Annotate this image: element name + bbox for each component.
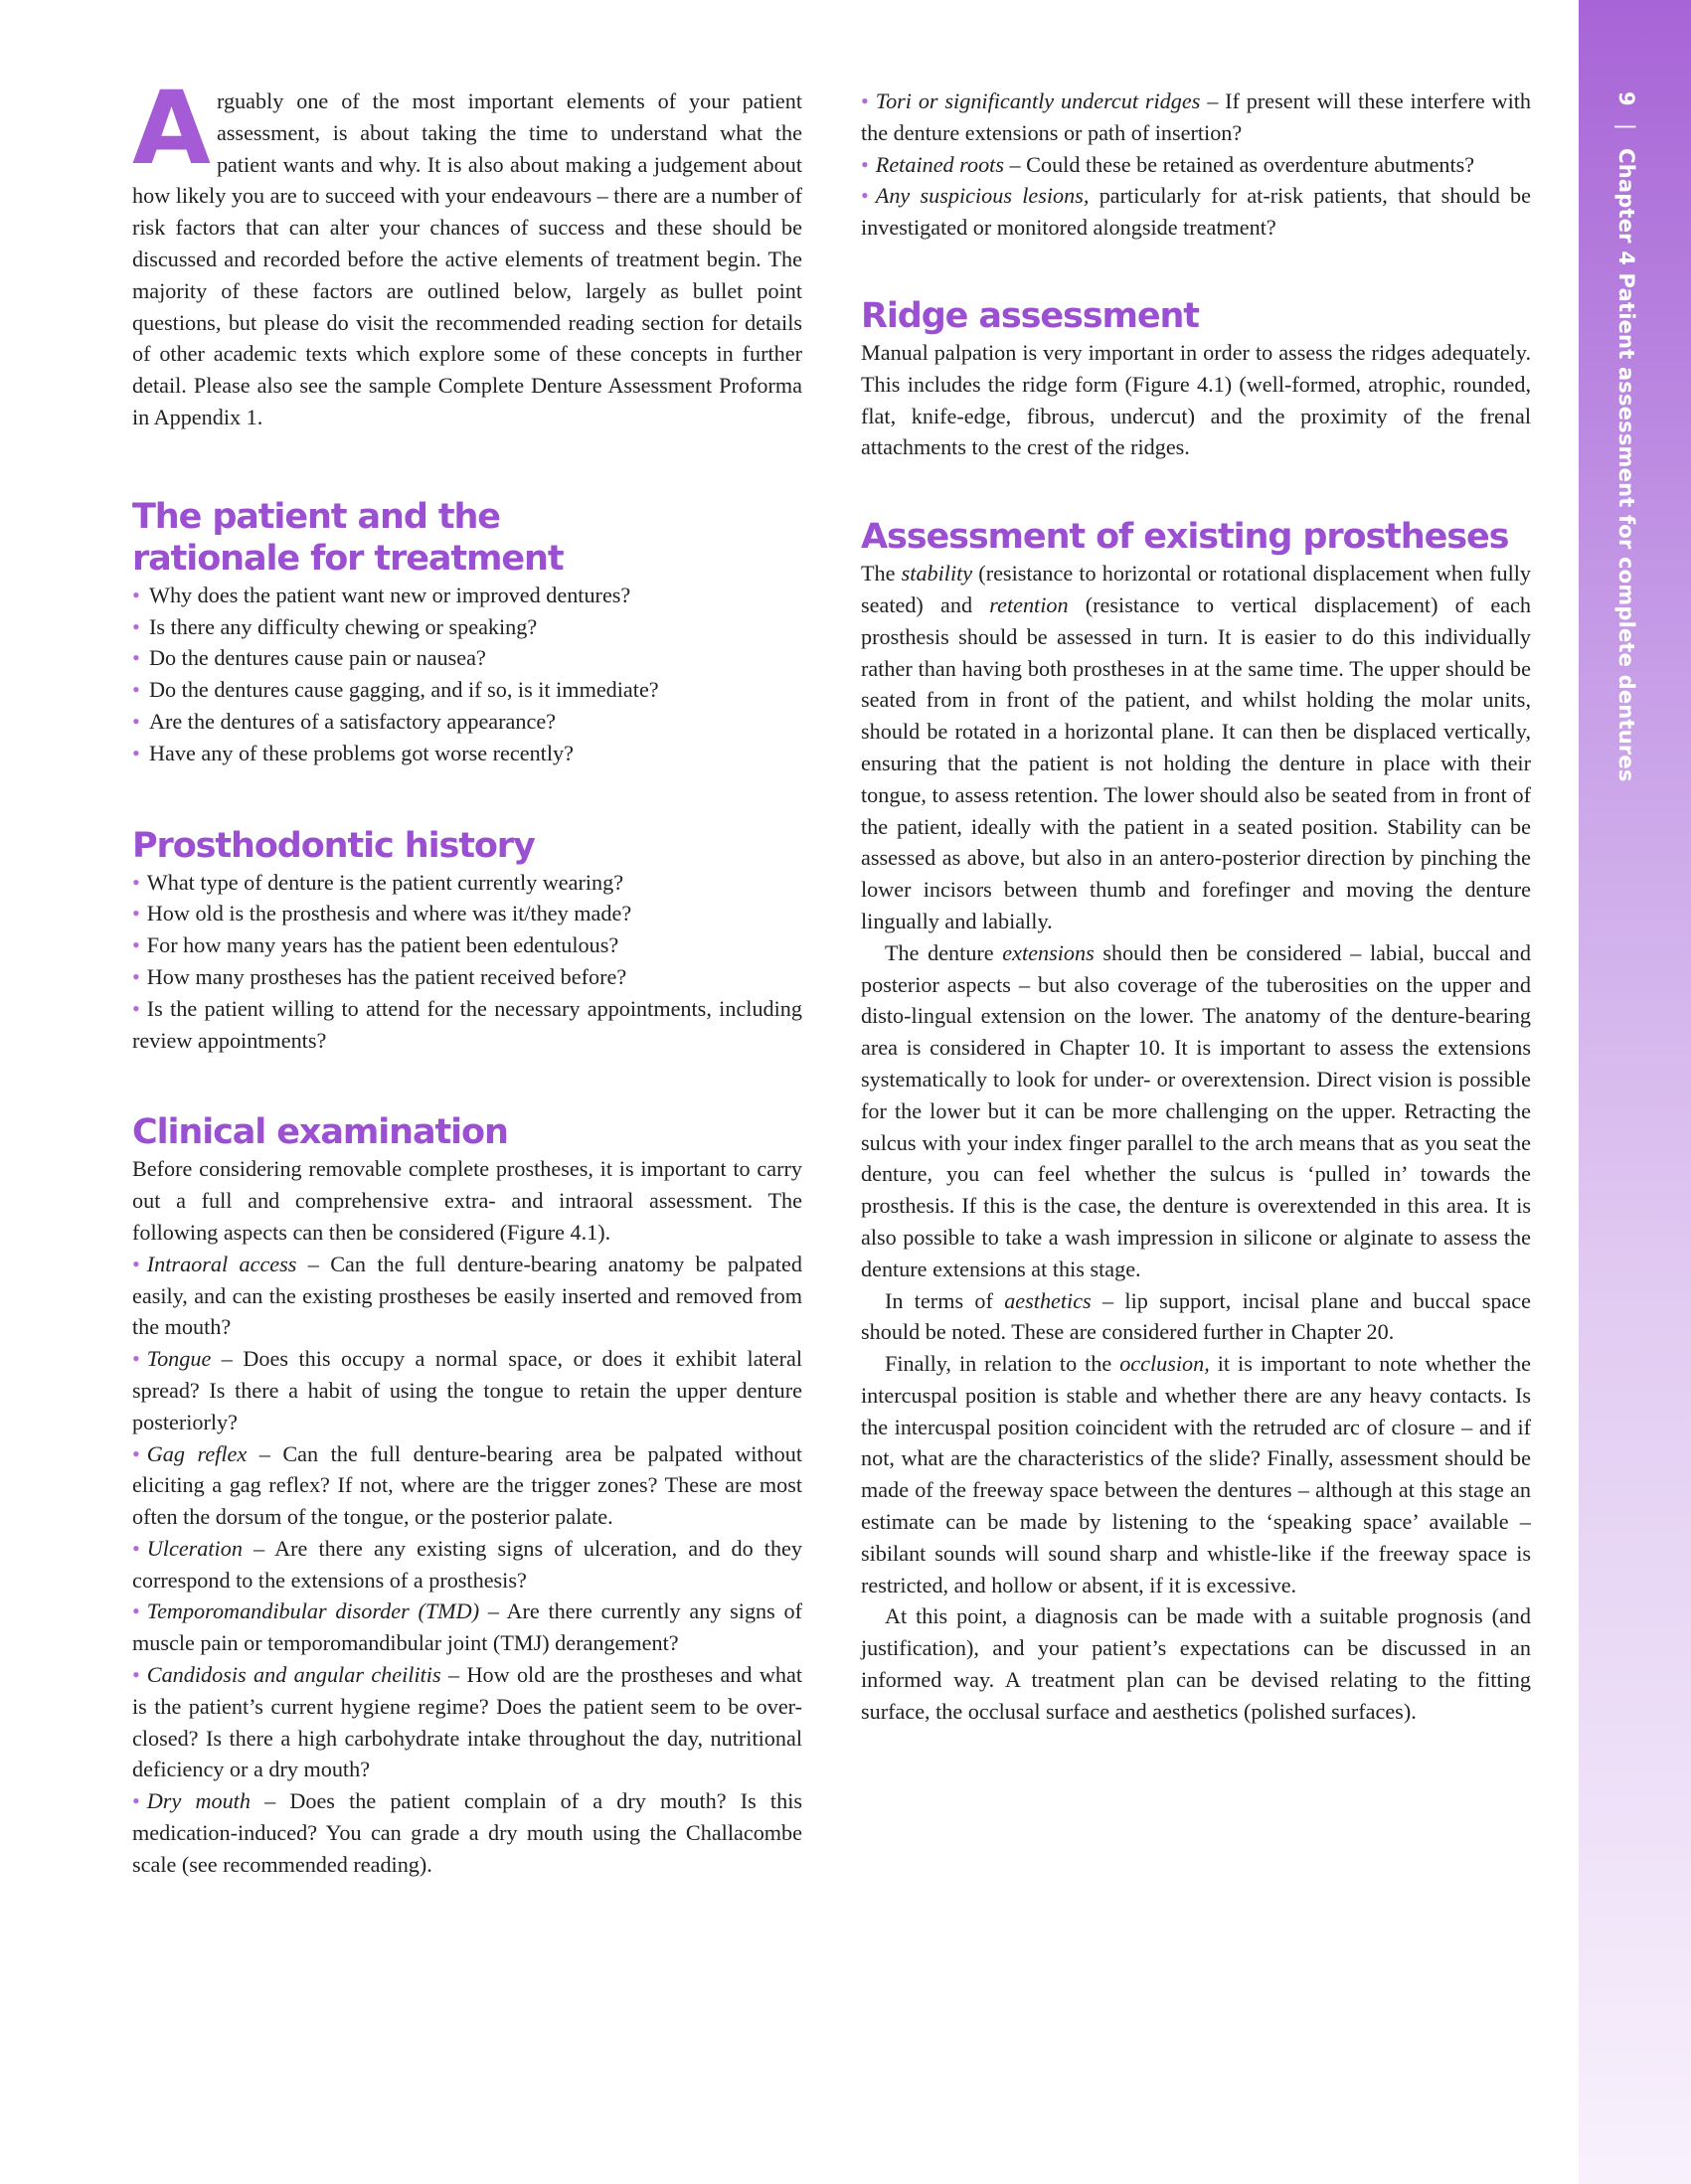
running-header (1591, 91, 1638, 782)
bullet-icon: • (132, 613, 140, 639)
drop-cap: A (132, 70, 211, 188)
existing-paragraph-2: The denture extensions should then be considered – labial, buccal and posterior aspects – but also coverage of the tuberosities on the upper and disto-lingual extension on the lower. The anatomy of the denture-bearing area is considered in Chapter 10. It is important to assess the extensions systematically to look for under- or overextension. Direct vision is possible for the lower but it can be more challenging on the upper. Retracting the sulcus with your index finger parallel to the arch means that as you seat the denture, you can feel whether the sulcus is ‘pulled in’ towards the prosthesis. If this is the case, the denture is overextended in this area. It is also possible to take a wash impression in silicone or alginate to assess the denture extensions at this stage. (861, 939, 1531, 1281)
list-item: • Are the dentures of a satisfactory appearance? (132, 706, 802, 738)
list-item: • Any suspicious lesions, particularly for at-risk patients, that should be investigated or monitored alongside treatment? (861, 183, 1531, 241)
bullet-icon: • (861, 88, 869, 113)
bullet-icon: • (132, 677, 140, 703)
bullet-icon: • (132, 582, 140, 607)
clinical-intro: Before considering removable complete prostheses, it is important to carry out a full and comprehensive extra- and intraoral assessment. The following aspects can then be considered (Figure 4.1). (132, 1156, 802, 1245)
list-item: • Tori or significantly undercut ridges – If present will these interfere with the denture extensions or path of insertion? (861, 88, 1531, 145)
list-item: • Retained roots – Could these be retained as overdenture abutments? (861, 151, 1475, 177)
bullet-icon: • (132, 995, 140, 1021)
list-item: • Do the dentures cause gagging, and if so, is it immediate? (132, 674, 802, 706)
history-list (132, 867, 802, 1057)
intro-text: rguably one of the most important elements of your patient assessment, is about taking the time to understand what the patient wants and why. It is also about making a judgement about how likely you are to succeed with your endeavours – there are a number of risk factors that can alter your chances of success and these should be discussed and recorded before the active elements of treatment begin. The majority of these factors are outlined below, largely as bullet point questions, but please do visit the recommended reading section for details of other academic texts which explore some of these concepts in further detail. Please also see the sample Complete Denture Assessment Proforma in Appendix 1. (132, 88, 803, 429)
bullet-icon: • (132, 901, 140, 926)
list-item: • Tongue – Does this occupy a normal space, or does it exhibit lateral spread? Is there a habit of using the tongue to retain the upper denture posteriorly? (132, 1346, 802, 1434)
intro-paragraph (132, 70, 803, 433)
list-item: • Gag reflex – Can the full denture-bearing area be palpated without eliciting a gag reflex? If not, where are the trigger zones? These are most often the dorsum of the tongue, or the posterior palate. (132, 1440, 802, 1530)
rationale-list (132, 580, 802, 769)
list-item: • What type of denture is the patient currently wearing? (132, 869, 624, 895)
list-item: • How old is the prosthesis and where was it/they made? (132, 901, 632, 926)
list-item: • Temporomandibular disorder (TMD) – Are there currently any signs of muscle pain or temporomandibular joint (TMJ) derangement? (132, 1598, 802, 1656)
list-item: • Intraoral access – Can the full denture-bearing anatomy be palpated easily, and can the existing prostheses be easily inserted and removed from the mouth? (132, 1251, 802, 1340)
bullet-icon: • (132, 1788, 140, 1814)
header-separator: | (1614, 123, 1638, 131)
bullet-icon: • (132, 1440, 140, 1466)
clinical-list (132, 1249, 802, 1881)
bullet-icon: • (132, 1598, 140, 1624)
clinical-list-continued (861, 85, 1531, 244)
bullet-icon: • (132, 708, 140, 734)
list-item: • Have any of these problems got worse recently? (132, 738, 802, 769)
list-item: • Why does the patient want new or improved dentures? (132, 580, 802, 611)
bullet-icon: • (132, 740, 140, 765)
bullet-icon: • (132, 1662, 140, 1688)
list-item: • How many prostheses has the patient received before? (132, 963, 627, 989)
bullet-icon: • (132, 1251, 140, 1276)
existing-paragraph-1: The stability (resistance to horizontal or rotational displacement when fully seated) and retention (resistance to vertical displacement) of each prosthesis should be assessed in turn. It is easier to do this individually rather than having both prostheses in at the same time. The upper should be seated from in front of the patient, and whilst holding the molar units, should be rotated in a horizontal plane. It can then be displaced vertically, ensuring that the patient is not holding the denture in place with their tongue, to assess retention. The lower should also be seated from in front of the patient, ideally with the patient in a seated position. Stability can be assessed as above, but also in an antero-posterior direction by pinching the lower incisors between thumb and forefinger and moving the denture lingually and labially. (861, 561, 1531, 933)
bullet-icon: • (132, 963, 140, 989)
bullet-icon: • (861, 183, 869, 209)
list-item: • For how many years has the patient been edentulous? (132, 932, 619, 958)
list-item: • Dry mouth – Does the patient complain of a dry mouth? Is this medication-induced? You can grade a dry mouth using the Challacombe scale (see recommended reading). (132, 1788, 802, 1877)
section-heading-ridge: Ridge assessment (861, 295, 1199, 336)
bullet-icon: • (132, 645, 140, 671)
left-column (132, 70, 803, 1881)
existing-paragraph-4: Finally, in relation to the occlusion, it is important to note whether the intercuspal position is stable and whether there are any heavy contacts. Is the intercuspal position coincident with the retruded arc of closure – and if not, what are the characteristics of the slide? Finally, assessment should be made of the freeway space between the dentures – although at this stage an estimate can be made by listening to the ‘speaking space’ available – sibilant sounds will sound sharp and whistle-like if the freeway space is restricted, and hollow or absent, if it is excessive. (861, 1351, 1531, 1597)
list-item: • Ulceration – Are there any existing signs of ulceration, and do they correspond to the extensions of a prosthesis? (132, 1535, 802, 1593)
chapter-running-title: Chapter 4 Patient assessment for complete dentures (1614, 148, 1638, 782)
existing-paragraph-5: At this point, a diagnosis can be made with a suitable prognosis (and justification), and your patient’s expectations can be discussed in an informed way. A treatment plan can be devised relating to the fitting surface, the occlusal surface and aesthetics (polished surfaces). (861, 1603, 1531, 1724)
existing-paragraph-3: In terms of aesthetics – lip support, incisal plane and buccal space should be noted. These are considered further in Chapter 20. (861, 1287, 1531, 1345)
section-heading-rationale: The patient and the rationale for treatment (132, 496, 564, 579)
right-column (861, 85, 1531, 1728)
section-heading-existing: Assessment of existing prostheses (861, 517, 1509, 558)
list-item: • Is the patient willing to attend for the necessary appointments, including review appointments? (132, 995, 802, 1053)
bullet-icon: • (861, 151, 869, 177)
bullet-icon: • (132, 932, 140, 958)
section-heading-clinical: Clinical examination (132, 1112, 508, 1153)
list-item: • Do the dentures cause pain or nausea? (132, 642, 802, 674)
section-heading-history: Prosthodontic history (132, 825, 535, 866)
list-item: • Is there any difficulty chewing or speaking? (132, 611, 802, 643)
bullet-icon: • (132, 1535, 140, 1561)
page-number: 9 (1614, 91, 1638, 106)
bullet-icon: • (132, 1346, 140, 1372)
list-item: • Candidosis and angular cheilitis – How old are the prostheses and what is the patient’s current hygiene regime? Does the patient seem to be over-closed? Is there a high carbohydrate intake throughout the day, nutritional deficiency or a dry mouth? (132, 1662, 803, 1782)
bullet-icon: • (132, 869, 140, 895)
ridge-paragraph: Manual palpation is very important in order to assess the ridges adequately. This includes the ridge form (Figure 4.1) (well-formed, atrophic, rounded, flat, knife-edge, fibrous, undercut) and the proximity of the frenal attachments to the crest of the ridges. (861, 339, 1531, 460)
